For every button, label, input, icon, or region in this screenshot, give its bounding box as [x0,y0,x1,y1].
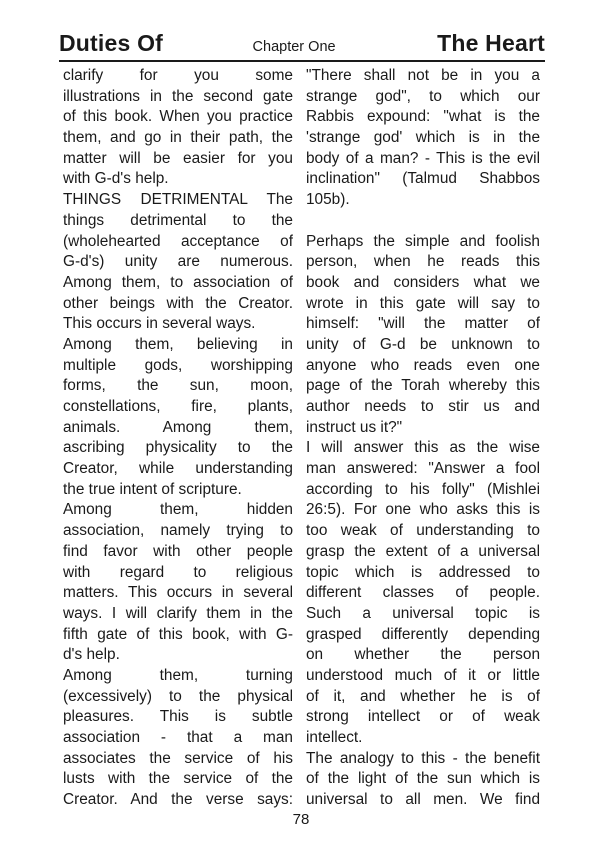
text-line: 26:5). For one who asks this is [306,501,540,519]
text-line: Among them, believing in [63,335,293,353]
text-line: ways. I will clarify them in the [63,604,293,622]
paragraph [63,190,293,335]
paragraph [63,66,293,190]
text-line: (excessively) to the physical [63,687,293,705]
text-line: them, and go in their path, the [63,129,293,147]
paragraph [63,500,293,666]
text-line: matter will be easier for you [63,149,293,167]
text-line: Among them, to association of [63,273,293,291]
text-line: topic which is addressed to [306,563,540,581]
paragraph [306,749,540,811]
page-header [59,30,545,62]
left-column [63,66,293,811]
text-line: too weak of understanding to [306,522,540,540]
text-line: illustrations in the second gate [63,87,293,105]
text-line: grasped differently depending [306,625,540,643]
text-line: G-d's) unity are numerous. [63,253,293,271]
text-line: Such a universal topic is [306,604,540,622]
chapter-title: Chapter One [252,39,336,55]
paragraph [63,335,293,501]
text-line: of it, and whether he is of [306,687,540,705]
text-line: grasp the extent of a universal [306,542,540,560]
right-column [306,66,540,811]
text-line: association - that a man [63,729,293,746]
text-line: animals. Among them, [63,418,293,436]
text-line: different classes of people. [306,584,540,602]
text-line: The analogy to this - the benefit [306,749,540,767]
text-line: "There shall not be in you a [306,67,540,84]
text-line: Rabbis expound: "what is the [306,108,540,126]
text-line: with regard to religious [63,563,293,581]
two-column-text [63,66,540,811]
text-line: Creator. And the verse says: [63,791,293,809]
text-line: instruct us it?" [306,418,403,436]
text-line: multiple gods, worshipping [63,356,293,374]
text-line: strong intellect or of weak [306,708,540,726]
text-line: association, namely trying to [63,522,293,540]
text-line: wrote in this gate will say to [306,294,540,312]
paragraph [306,232,540,439]
text-line: man answered: "Answer a fool [306,460,540,478]
text-line: universal to all men. We find [306,791,540,809]
text-line: d's help. [63,646,120,664]
text-line: Creator, while understanding [63,460,293,478]
text-line: of the light of the sun which is [306,770,540,788]
text-line: (wholehearted acceptance of [63,232,293,250]
text-line: other beings with the Creator. [63,294,293,312]
text-line: inclination" (Talmud Shabbos [306,170,540,188]
text-line: person, when he reads this [306,253,540,271]
text-line: strange god", to which our [306,87,540,105]
text-line: Among them, turning [63,666,293,684]
text-line: 'strange god' which is in the [306,129,540,147]
text-line: himself: "will the matter of [306,315,540,333]
text-line: Among them, hidden [63,501,293,519]
text-line: on whether the person [306,646,540,664]
text-line: understood much of it or little [306,666,540,684]
text-line: find favor with other people [63,542,293,560]
paragraph [306,438,540,748]
text-line: body of a man? - This is the evil [306,149,540,167]
running-title-right: The Heart [437,30,545,56]
text-line: clarify for you some [63,67,293,84]
page-number: 78 [292,811,310,828]
running-title-left: Duties Of [59,30,164,56]
text-line: forms, the sun, moon, [63,377,293,395]
paragraph [63,666,293,811]
text-line: fifth gate of this book, with G- [63,625,293,643]
text-line: of this book. When you practice [63,108,293,126]
text-line: things detrimental to the [63,211,293,229]
text-line: author needs to stir us and [306,398,540,415]
text-line: page of the Torah whereby this [306,377,540,395]
text-line: I will answer this as the wise [306,439,540,457]
page-footer [0,811,602,828]
text-line: lusts with the service of the [63,770,293,788]
text-line: associates the service of his [63,749,293,767]
text-line: with G-d's help. [63,170,169,188]
paragraph [306,66,540,211]
text-line: pleasures. This is subtle [63,708,293,726]
text-line: This occurs in several ways. [63,315,256,333]
text-line: 105b). [306,191,350,209]
text-line: book and considers what we [306,273,540,291]
paragraph-gap [306,211,540,232]
text-line: ascribing physicality to the [63,439,293,457]
text-line: Perhaps the simple and foolish [306,232,540,250]
text-line: constellations, fire, plants, [63,398,293,415]
text-line: matters. This occurs in several [63,584,293,602]
text-line: the true intent of scripture. [63,480,242,498]
text-line: according to his folly" (Mishlei [306,480,540,498]
text-line: anyone who reads even one [306,356,540,374]
text-line: unity of G-d be unknown to [306,335,540,353]
text-line: intellect. [306,729,363,746]
text-line: THINGS DETRIMENTAL The [63,191,293,209]
